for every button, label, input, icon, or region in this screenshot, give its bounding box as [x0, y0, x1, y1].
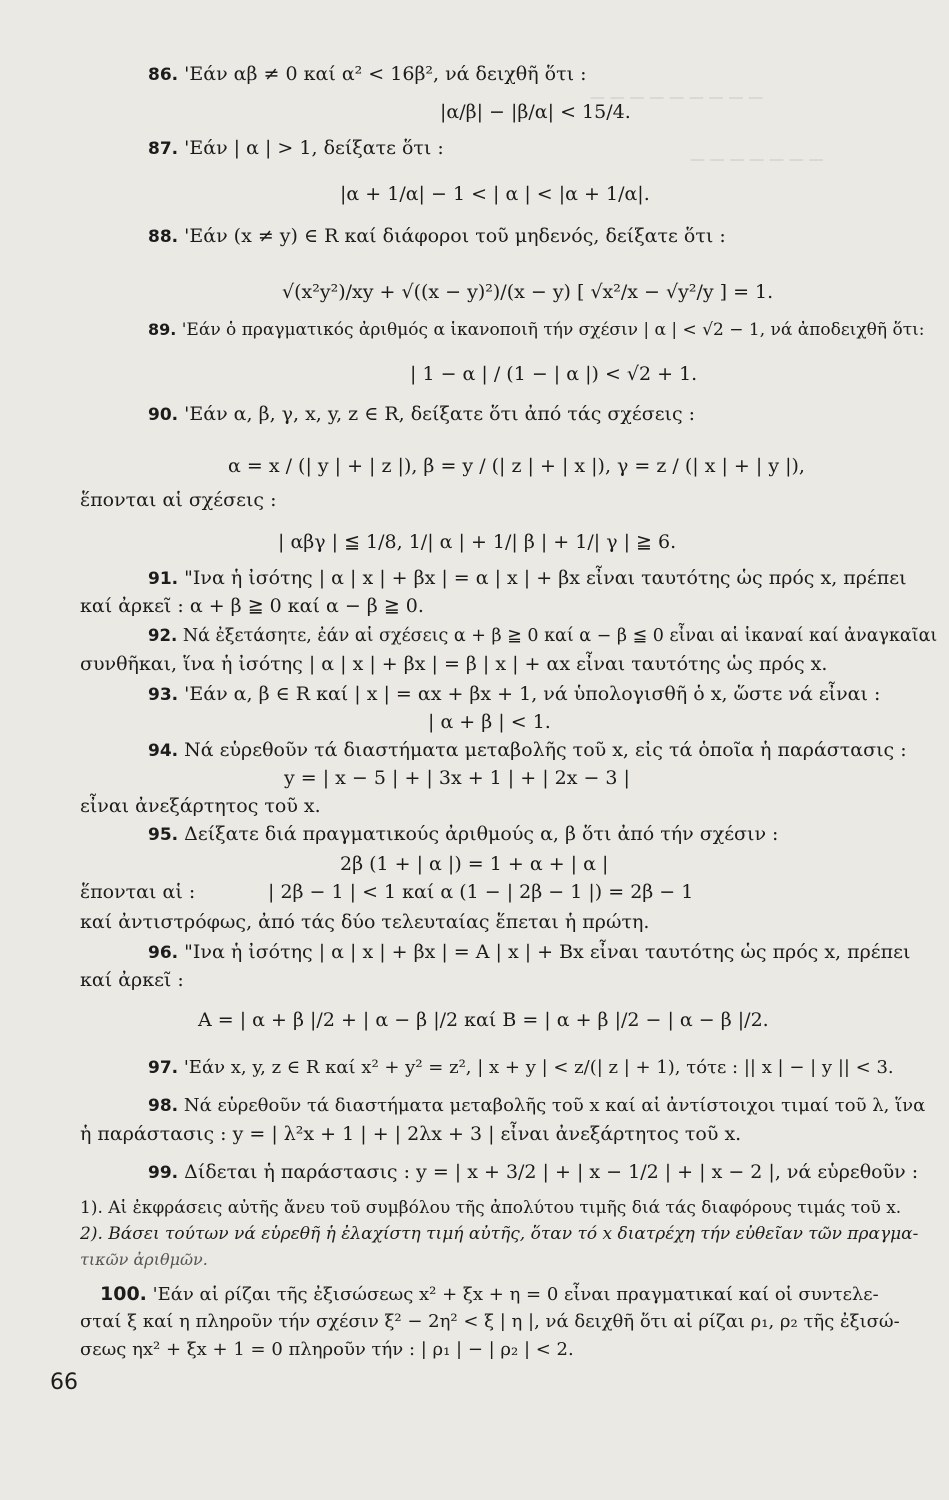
formula-text: |α + 1/α| − 1 < | α | < |α + 1/α|.	[340, 183, 650, 205]
problem-line: "Ινα ἡ ἰσότης | α | x | + βx | = α | x | + βx εἶναι ταυτότης ὡς πρός x, πρέπει	[184, 567, 907, 589]
problem-99-item3	[80, 1248, 208, 1272]
problem-number: 87.	[148, 139, 179, 159]
problem-99-item2	[80, 1222, 918, 1246]
problem-92	[148, 624, 937, 648]
problem-number: 95.	[148, 825, 179, 845]
problem-number: 92.	[148, 626, 178, 645]
problem-98	[148, 1094, 925, 1118]
formula-94	[284, 766, 630, 790]
problem-number: 99.	[148, 1163, 179, 1183]
formula-text: | 1 − α | / (1 − | α |) < √2 + 1.	[410, 363, 698, 385]
problem-line: καί ἀντιστρόφως, ἀπό τάς δύο τελευταίας ἕπεται ἡ πρώτη.	[80, 911, 650, 933]
formula-87	[340, 182, 650, 206]
formula-90	[228, 454, 805, 478]
formula-text: |α/β| − |β/α| < 15/4.	[440, 101, 631, 123]
problem-statement: 'Εάν α, β, γ, x, y, z ∈ R, δείξατε ὅτι ἀπό τάς σχέσεις :	[184, 403, 696, 425]
problem-statement: 'Εάν (x ≠ y) ∈ R καί διάφοροι τοῦ μηδενός, δείξατε ὅτι :	[184, 225, 726, 247]
problem-line: ἕπονται αἱ :	[80, 881, 196, 903]
problem-100-line3	[80, 1338, 574, 1362]
problem-95-line2	[80, 880, 195, 904]
problem-number: 98.	[148, 1096, 179, 1116]
problem-statement: 'Εάν αβ ≠ 0 καί α² < 16β², νά δειχθῆ ὅτι :	[184, 63, 587, 85]
problem-94	[148, 738, 907, 763]
problem-line: συνθῆκαι, ἵνα ἡ ἰσότης | α | x | + βx | = β | x | + αx εἶναι ταυτότης ὡς πρός x.	[80, 653, 828, 675]
formula-88	[282, 280, 773, 304]
problem-line: τικῶν ἀριθμῶν.	[80, 1250, 208, 1269]
problem-100	[100, 1282, 879, 1307]
problem-line: καί ἀρκεῖ : α + β ≧ 0 καί α − β ≧ 0.	[80, 595, 424, 617]
formula-96	[198, 1008, 769, 1032]
problem-87	[148, 136, 444, 161]
problem-95-line3	[80, 910, 649, 934]
problem-line: Δίδεται ἡ παράστασις : y = | x + 3/2 | + | x − 1/2 | + | x − 2 |, νά εὑρεθοῦν :	[184, 1161, 919, 1183]
problem-99-item1	[80, 1196, 901, 1220]
problem-line: "Ινα ἡ ἰσότης | α | x | + βx | = A | x | + Bx εἶναι ταυτότης ὡς πρός x, πρέπει	[184, 941, 911, 963]
problem-number: 89.	[148, 320, 177, 339]
problem-99	[148, 1160, 918, 1185]
problem-100-line2	[80, 1310, 900, 1334]
formula-text: α = x / (| y | + | z |), β = y / (| z | + | x |), γ = z / (| x | + | y |),	[228, 455, 805, 477]
problem-86	[148, 62, 587, 87]
problem-number: 93.	[148, 685, 179, 705]
problem-number: 100.	[100, 1283, 147, 1305]
formula-90-2	[278, 530, 676, 554]
bleed-through-text: — — — — — — —	[690, 150, 824, 168]
formula-95-2	[268, 880, 693, 904]
problem-line: ἡ παράστασις : y = | λ²x + 1 | + | 2λx + 3 | εἶναι ἀνεξάρτητος τοῦ x.	[80, 1123, 742, 1145]
follow-text: ἕπονται αἱ σχέσεις :	[80, 489, 277, 511]
problem-line: σεως ηx² + ξx + 1 = 0 πληροῦν τήν : | ρ₁ | − | ρ₂ | < 2.	[80, 1339, 574, 1360]
problem-line: 'Εάν x, y, z ∈ R καί x² + y² = z², | x + y | < z/(| z | + 1), τότε : || x | − | y || < 3.	[183, 1057, 894, 1078]
formula-text: A = | α + β |/2 + | α − β |/2 καί B = | α + β |/2 − | α − β |/2.	[198, 1009, 769, 1031]
problem-line: σταί ξ καί η πληροῦν τήν σχέσιν ξ² − 2η² < ξ | η |, νά δειχθῆ ὅτι αἱ ρίζαι ρ₁, ρ₂ τῆς ἐξισώ-	[80, 1311, 900, 1332]
formula-text: √(x²y²)/xy + √((x − y)²)/(x − y) [ √x²/x − √y²/y ] = 1.	[282, 281, 774, 303]
formula-89	[410, 362, 697, 386]
problem-88	[148, 224, 726, 249]
problem-95	[148, 822, 778, 847]
problem-line: Δείξατε διά πραγματικούς ἀριθμούς α, β ὅτι ἀπό τήν σχέσιν :	[184, 823, 779, 845]
problem-line: Νά ἐξετάσητε, ἐάν αἱ σχέσεις α + β ≧ 0 καί α − β ≦ 0 εἶναι αἱ ἱκαναί καί ἀναγκαῖαι	[182, 626, 938, 646]
problem-statement: 'Εάν ὁ πραγματικός ἀριθμός α ἱκανοποιῆ τήν σχέσιν | α | < √2 − 1, νά ἀποδειχθῆ ὅτι:	[181, 320, 925, 340]
problem-number: 96.	[148, 943, 179, 963]
problem-number: 97.	[148, 1058, 179, 1078]
problem-96-line2	[80, 968, 184, 992]
problem-98-line2	[80, 1122, 741, 1146]
problem-line: 2). Βάσει τούτων νά εὑρεθῆ ἡ ἐλαχίστη τιμή αὐτῆς, ὅταν τό x διατρέχη τήν εὐθεῖαν τῶν πραγμα-	[80, 1224, 919, 1244]
problem-90-follow	[80, 488, 277, 512]
formula-text: | αβγ | ≦ 1/8, 1/| α | + 1/| β | + 1/| γ | ≧ 6.	[278, 531, 677, 553]
problem-93	[148, 682, 880, 707]
formula-text: 2β (1 + | α |) = 1 + α + | α |	[340, 853, 609, 875]
problem-number: 86.	[148, 65, 179, 85]
formula-86	[440, 100, 631, 124]
problem-number: 94.	[148, 741, 179, 761]
problem-number: 88.	[148, 227, 179, 247]
problem-line: Νά εὑρεθοῦν τά διαστήματα μεταβολῆς τοῦ x, εἰς τά ὁποῖα ἡ παράστασις :	[184, 739, 907, 761]
problem-number: 91.	[148, 569, 179, 589]
problem-96	[148, 940, 910, 965]
problem-number: 90.	[148, 405, 179, 425]
bleed-through-text: — — — — — — — — —	[590, 88, 764, 106]
problem-line: 'Εάν α, β ∈ R καί | x | = αx + βx + 1, νά ὑπολογισθῆ ὁ x, ὥστε νά εἶναι :	[184, 683, 881, 705]
problem-94-line2	[80, 794, 321, 818]
problem-line: καί ἀρκεῖ :	[80, 969, 184, 991]
problem-line: εἶναι ἀνεξάρτητος τοῦ x.	[80, 795, 321, 817]
formula-text: | α + β | < 1.	[428, 711, 551, 733]
problem-statement: 'Εάν | α | > 1, δείξατε ὅτι :	[184, 137, 444, 159]
problem-90	[148, 402, 695, 427]
problem-91-line2	[80, 594, 424, 618]
formula-93	[428, 710, 551, 734]
problem-line: 1). Αἱ ἐκφράσεις αὐτῆς ἄνευ τοῦ συμβόλου τῆς ἀπολύτου τιμῆς διά τάς διαφόρους τιμάς τοῦ x.	[80, 1198, 902, 1218]
problem-89	[148, 318, 925, 342]
page-number: 66	[50, 1370, 78, 1395]
problem-91	[148, 566, 907, 591]
problem-92-line2	[80, 652, 827, 676]
problem-line: 'Εάν αἱ ρίζαι τῆς ἐξισώσεως x² + ξx + η = 0 εἶναι πραγματικαί καί οἱ συντελε-	[152, 1284, 879, 1305]
problem-97	[148, 1056, 894, 1080]
formula-text: | 2β − 1 | < 1 καί α (1 − | 2β − 1 |) = 2β − 1	[268, 881, 694, 903]
formula-95	[340, 852, 608, 876]
formula-text: y = | x − 5 | + | 3x + 1 | + | 2x − 3 |	[284, 767, 630, 789]
problem-line: Νά εὑρεθοῦν τά διαστήματα μεταβολῆς τοῦ x καί αἱ ἀντίστοιχοι τιμαί τοῦ λ, ἵνα	[183, 1095, 926, 1116]
